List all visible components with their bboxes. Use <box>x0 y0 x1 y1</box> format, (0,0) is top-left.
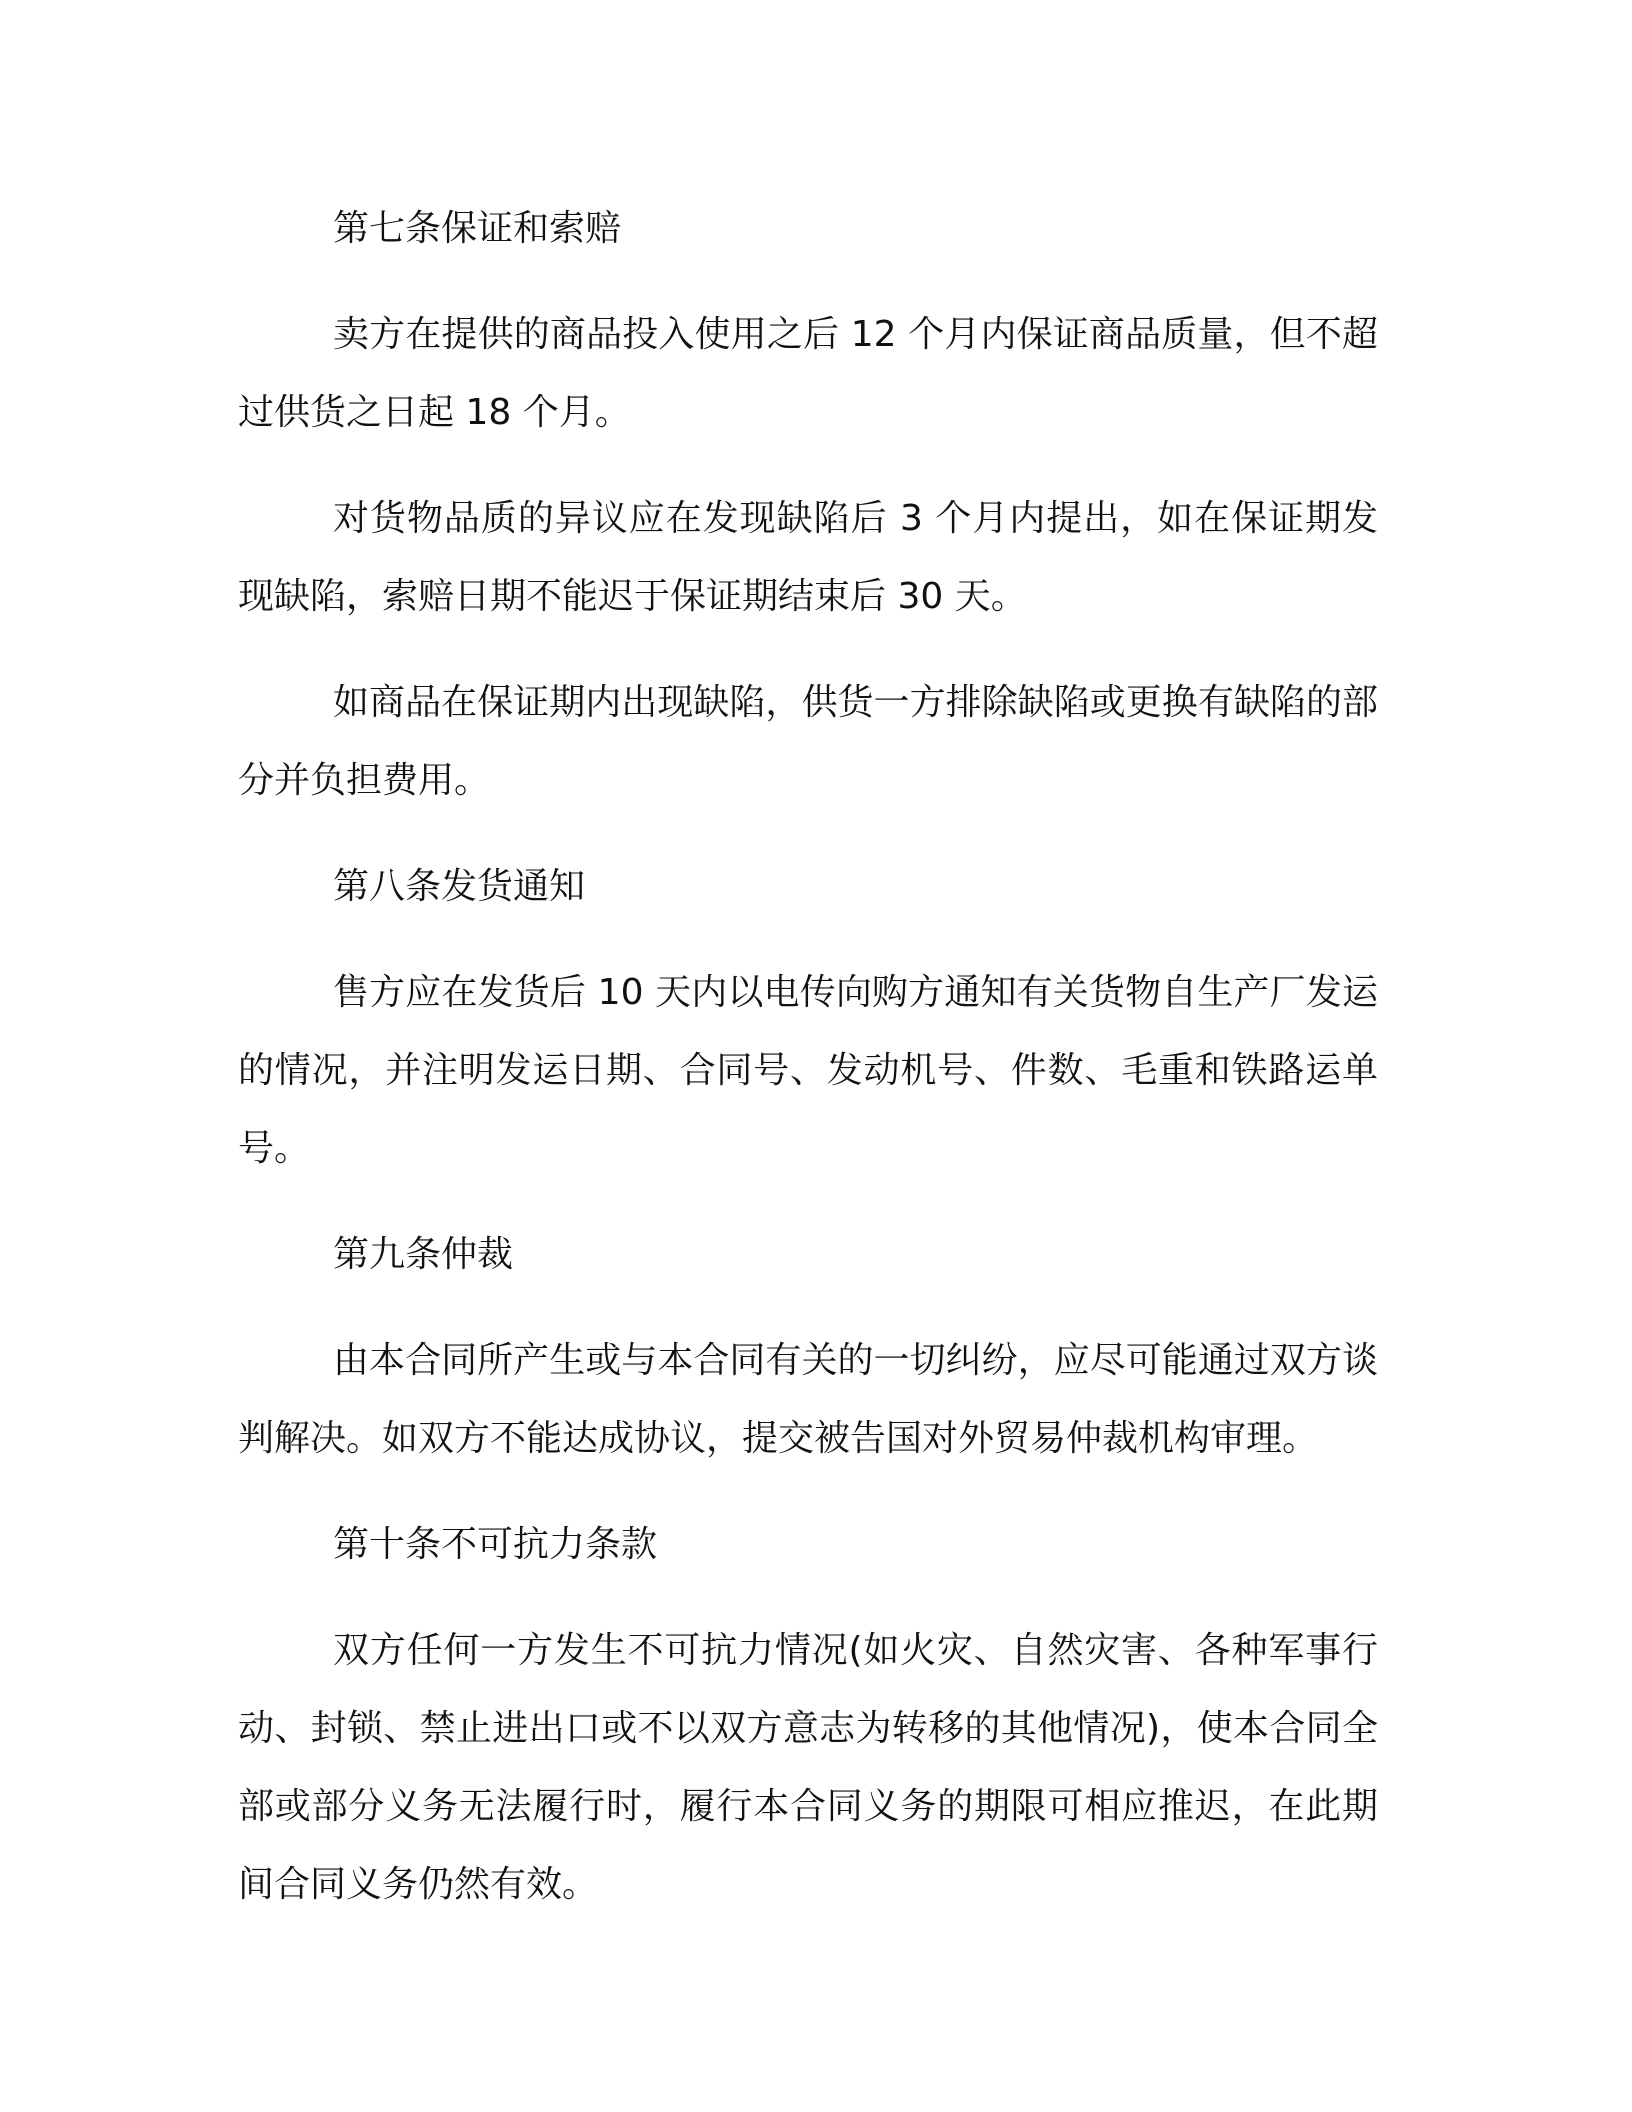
paragraph-warranty-period: 卖方在提供的商品投入使用之后 12 个月内保证商品质量，但不超过供货之日起 18 个月。 <box>238 314 1378 433</box>
section-heading-10: 第十条不可抗力条款 <box>333 1524 658 1565</box>
section-heading-7: 第七条保证和索赔 <box>333 208 622 249</box>
paragraph-arbitration: 由本合同所产生或与本合同有关的一切纠纷，应尽可能通过双方谈判解决。如双方不能达成协议，提交被告国对外贸易仲裁机构审理。 <box>238 1340 1378 1459</box>
section-heading-9: 第九条仲裁 <box>333 1234 514 1275</box>
section-heading-8: 第八条发货通知 <box>333 866 586 907</box>
paragraph-force-majeure: 双方任何一方发生不可抗力情况(如火灾、自然灾害、各种军事行动、封锁、禁止进出口或不以双方意志为转移的其他情况)，使本合同全部或部分义务无法履行时，履行本合同义务的期限可相应推迟，在此期间合同义务仍然有效。 <box>238 1630 1378 1905</box>
document-body <box>238 190 1378 1924</box>
paragraph-shipping-notice: 售方应在发货后 10 天内以电传向购方通知有关货物自生产厂发运的情况，并注明发运日期、合同号、发动机号、件数、毛重和铁路运单号。 <box>238 972 1378 1169</box>
paragraph-defect-remedy: 如商品在保证期内出现缺陷，供货一方排除缺陷或更换有缺陷的部分并负担费用。 <box>238 682 1378 801</box>
paragraph-quality-objection: 对货物品质的异议应在发现缺陷后 3 个月内提出，如在保证期发现缺陷，索赔日期不能迟于保证期结束后 30 天。 <box>238 498 1378 617</box>
